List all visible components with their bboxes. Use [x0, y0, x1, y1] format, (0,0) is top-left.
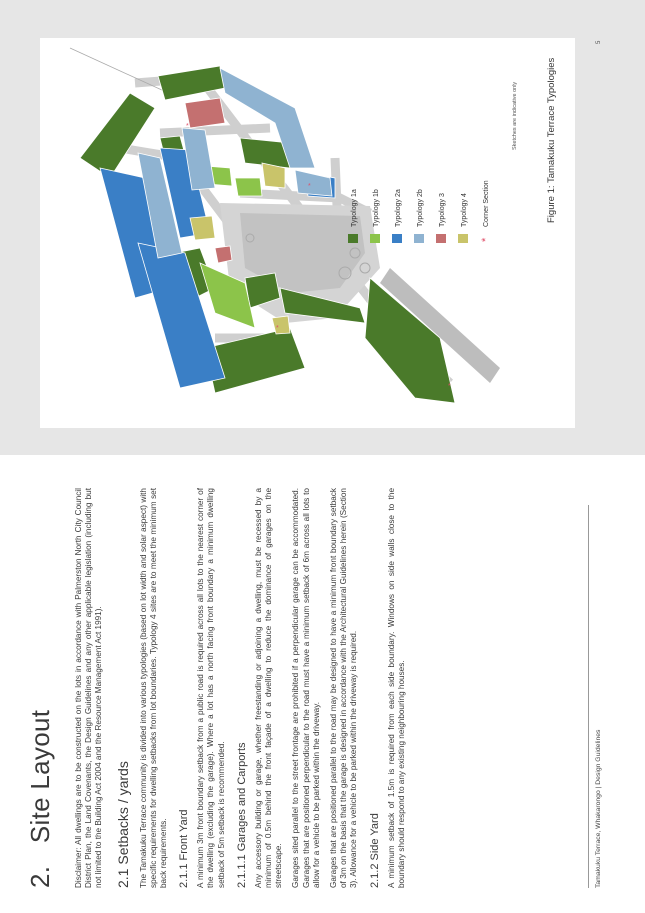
legend-item-typology-2b [414, 189, 424, 243]
svg-text:Typology 1a: Typology 1a [351, 189, 358, 227]
asterisk-icon: * [480, 237, 492, 242]
disclaimer: Disclaimer: All dwellings are to be constructed on the lots in accordance with Palmerston North City Council District Plan, the Land Covenants, the Design Guidelines and any other applicable legislation (including but not limited to the Building Act 2004 and the Resource Management Act 1991). [74, 488, 104, 888]
section-number: 2. [25, 865, 55, 888]
legend-item-typology-2a [392, 189, 402, 243]
svg-text:Typology 2b: Typology 2b [417, 189, 424, 227]
section-title: Site Layout [25, 709, 55, 844]
svg-text:Typology 3: Typology 3 [439, 193, 446, 227]
front-yard-title: 2.1.1 Front Yard [178, 809, 191, 888]
svg-text:Typology 2a: Typology 2a [395, 189, 402, 227]
legend-item-typology-3 [436, 193, 446, 243]
footer-divider [588, 505, 589, 888]
text-column [25, 488, 570, 888]
setbacks-body: The Tamakuku Terrace community is divided into various typologies (based on lot width and solar aspect) with specific requirements for dwelling setbacks from lot boundaries. Typology 4 sites are to meet the minimum set back requirements. [138, 488, 169, 888]
site-plan-panel [40, 38, 575, 428]
section-heading [25, 488, 56, 888]
svg-text:*: * [186, 123, 189, 130]
figure-caption: Figure 1: Tamakuku Terrace Typologies [546, 57, 557, 223]
setbacks-title: 2.1 Setbacks / yards [114, 761, 131, 888]
page-number: 5 [596, 40, 602, 44]
side-yard-title: 2.1.2 Side Yard [368, 813, 381, 888]
side-yard-body: A minimum setback of 1.5m is required from each side boundary. Windows on side walls close to the boundary should respond to any existing neighbouring houses. [386, 488, 406, 888]
figure-note: Sketches are indicative only [512, 81, 518, 150]
svg-text:Corner Section: Corner Section [483, 180, 490, 227]
site-plan-map [40, 38, 575, 428]
svg-text:*: * [448, 383, 451, 390]
svg-text:Typology 4: Typology 4 [461, 193, 468, 227]
legend-item-corner-section [480, 180, 492, 242]
svg-text:Typology 1b: Typology 1b [373, 189, 380, 227]
garages-paragraph: Any accessory building or garage, whether freestanding or adjoining a dwelling, must be recessed by a minimum of 0.5m behind the front façade of a dwelling to reduce the dominance of garages on the streetscape. [253, 488, 284, 888]
legend-item-typology-4 [458, 193, 468, 243]
svg-text:*: * [308, 183, 311, 190]
svg-text:*: * [276, 325, 279, 332]
garages-paragraph: Garages that are positioned parallel to the road may be designed to have a minimum front boundary setback of 3m on the basis that the garage is designed in accordance with the Architectural Guidelines herein (Section 3). Allowance for a vehicle to be parked within the driveway is required. [329, 488, 359, 888]
page-footer: Tamakuku Terrace, Whakarongo | Design Guidelines [595, 729, 602, 888]
front-yard-body: A minimum 3m front boundary setback from a public road is required across all lots to the nearest corner of the dwelling (excluding the garage). Where a lot has a north facing front boundary a minimum dwelling setback of 5m setback is recommended. [196, 488, 226, 888]
garages-paragraph: Garages sited parallel to the street frontage are prohibited if a perpendicular garage can be accommodated. Garages that are positioned perpendicular to the road must have a minimum setback of 6m across all lots to allow for a vehicle to be parked within the driveway. [291, 488, 321, 888]
garages-title: 2.1.1.1 Garages and Carports [235, 742, 248, 888]
